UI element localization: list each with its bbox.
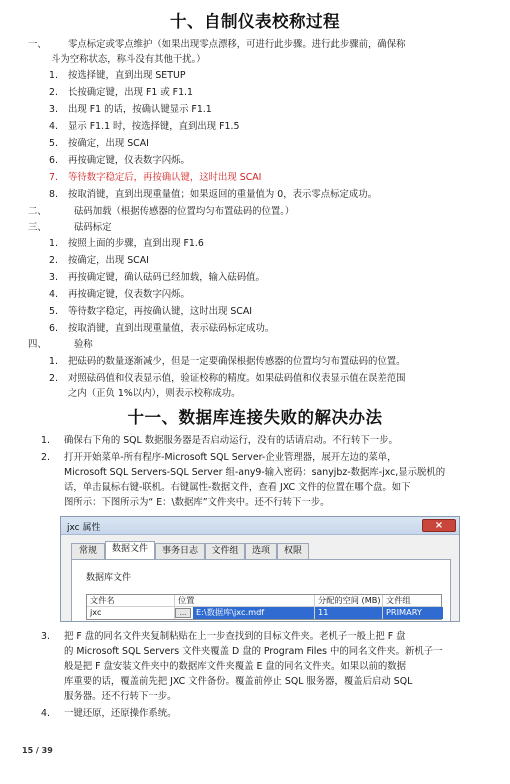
step-number: 3. xyxy=(49,272,58,283)
step-text: 按确定，出现 SCAI xyxy=(68,138,149,149)
tab-transaction-log[interactable]: 事务日志 xyxy=(155,543,205,559)
item-text-line: 般是把 F 盘安装文件夹中的数据库文件夹覆盖 E 盘的同名文件夹。如果以前的数据 xyxy=(64,661,406,672)
step-text: 把砝码的数量逐渐减少，但是一定要确保根据传感器的位置均匀布置砝码的位置。 xyxy=(68,356,406,367)
step-number: 1. xyxy=(49,356,58,367)
step-number: 4. xyxy=(49,121,58,132)
step-text-part: 等待数字稳定后， xyxy=(68,172,144,183)
allocated-space-cell[interactable]: 11 xyxy=(315,607,383,619)
tab-general[interactable]: 常规 xyxy=(71,543,105,559)
section-10-part1-line2: 斗为空称状态，称斗没有其他干扰。） xyxy=(51,54,206,65)
database-files-label: 数据库文件 xyxy=(86,573,132,583)
tab-filegroups[interactable]: 文件组 xyxy=(205,543,245,559)
step-text-line2: 之内（正负 1%以内），则表示校称成功。 xyxy=(68,388,241,399)
tab-permissions[interactable]: 权限 xyxy=(277,543,309,559)
item-number: 2. xyxy=(41,452,50,463)
step-text xyxy=(68,171,261,184)
section-10-part4-label: 四、 xyxy=(28,339,47,350)
step-text: 按照上面的步骤，直到出现 F1.6 xyxy=(68,238,204,249)
section-11-title: 十一、数据库连接失败的解决办法 xyxy=(127,408,383,427)
item-number: 3. xyxy=(41,631,50,642)
data-files-panel xyxy=(71,559,451,622)
filegroup-cell[interactable]: PRIMARY xyxy=(383,607,443,619)
section-10-part4-text: 验称 xyxy=(74,339,93,350)
section-10-part3-label: 三、 xyxy=(28,222,47,233)
dialog-title: jxc 属性 xyxy=(67,523,101,533)
step-text: 出现 F1 的话，按确认键显示 F1.1 xyxy=(68,104,212,115)
step-number: 8. xyxy=(49,189,58,200)
section-10-part2-text: 砝码加载（根据传感器的位置均匀布置砝码的位置。） xyxy=(74,206,295,217)
step-number: 4. xyxy=(49,289,58,300)
section-10-part1-label: 一、 xyxy=(28,39,47,50)
step-number: 6. xyxy=(49,323,58,334)
step-number: 1. xyxy=(49,238,58,249)
tab-options[interactable]: 选项 xyxy=(245,543,277,559)
step-number: 1. xyxy=(49,70,58,81)
item-text: 确保右下角的 SQL 数据服务器是否启动运行，没有的话请启动。不行转下一步。 xyxy=(64,435,398,446)
item-text-line: Microsoft SQL Servers-SQL Server 组-any9-输入密码：sanyjbz-数据库-jxc,显示脱机的 xyxy=(64,467,446,478)
location-cell[interactable]: E:\数据库\jxc.mdf xyxy=(193,607,315,619)
browse-button[interactable]: ... xyxy=(175,608,191,618)
step-number: 2. xyxy=(49,255,58,266)
step-text: 显示 F1.1 时，按选择键，直到出现 F1.5 xyxy=(68,121,240,132)
step-text: 按确定，出现 SCAI xyxy=(68,255,149,266)
close-icon[interactable]: × xyxy=(422,519,456,532)
grid-header xyxy=(87,595,441,607)
dialog-title-bar xyxy=(61,517,459,535)
step-number: 2. xyxy=(49,373,58,384)
step-text-highlight: 再按确认键，这时出现 SCAI xyxy=(143,172,262,183)
column-header[interactable]: 文件名 xyxy=(87,595,175,607)
page-number: 15 / 39 xyxy=(22,746,53,755)
step-number: 5. xyxy=(49,138,58,149)
item-text-line: 话，单击鼠标右键-联机。右键属性-数据文件，查看 JXC 文件的位置在哪个盘。如下 xyxy=(64,482,411,493)
item-text-line: 服务器。还不行转下一步。 xyxy=(64,691,177,702)
section-10-part1-line1: 零点标定或零点维护（如果出现零点漂移，可进行此步骤。进行此步骤前，确保称 xyxy=(68,39,406,50)
item-text-line: 库重要的话，覆盖前先把 JXC 文件备份。覆盖前停止 SQL 服务器，覆盖后启动 SQL xyxy=(64,676,413,687)
item-number: 1. xyxy=(41,435,50,446)
file-name-cell[interactable]: jxc xyxy=(87,607,175,619)
step-text: 再按确定键，仪表数字闪烁。 xyxy=(68,155,190,166)
step-number: 2. xyxy=(49,87,58,98)
column-header[interactable]: 分配的空间 (MB) xyxy=(315,595,383,607)
step-number: 5. xyxy=(49,306,58,317)
section-10-title: 十、自制仪表校称过程 xyxy=(170,12,340,31)
step-text: 按取消键，直到出现重量值；如果返回的重量值为 0，表示零点标定成功。 xyxy=(68,189,377,200)
item-text-line: 打开开始菜单-所有程序-Microsoft SQL Server-企业管理器，展开左边的菜单， xyxy=(64,452,397,463)
item-number: 4. xyxy=(41,708,50,719)
section-10-part3-text: 砝码标定 xyxy=(74,222,112,233)
step-text-line1: 对照砝码值和仪表显示值，验证校称的精度。如果砝码值和仪表显示值在误差范围 xyxy=(68,373,406,384)
item-text: 一键还原，还原操作系统。 xyxy=(64,708,177,719)
column-header[interactable]: 位置 xyxy=(175,595,315,607)
item-text-line: 把 F 盘的同名文件夹复制粘贴在上一步查找到的目标文件夹。老机子一般上把 F 盘 xyxy=(64,631,406,642)
step-number: 3. xyxy=(49,104,58,115)
step-text: 按取消键，直到出现重量值，表示砝码标定成功。 xyxy=(68,323,275,334)
step-text: 再按确定键，确认砝码已经加载，输入砝码值。 xyxy=(68,272,265,283)
tab-data-files[interactable]: 数据文件 xyxy=(105,541,155,559)
jxc-properties-dialog xyxy=(60,516,460,622)
step-text: 按选择键，直到出现 SETUP xyxy=(68,70,186,81)
step-number: 6. xyxy=(49,155,58,166)
section-10-part2-label: 二、 xyxy=(28,206,47,217)
column-header[interactable]: 文件组 xyxy=(386,595,411,605)
step-number: 7. xyxy=(49,172,58,183)
item-text-line: 图所示：下图所示为“ E：\数据库”文件夹中。还不行转下一步。 xyxy=(64,497,330,508)
step-text: 再按确定键，仪表数字闪烁。 xyxy=(68,289,190,300)
step-text: 长按确定键，出现 F1 或 F1.1 xyxy=(68,87,193,98)
item-text-line: 的 Microsoft SQL Servers 文件夹覆盖 D 盘的 Program Files 中的同名文件夹。新机子一 xyxy=(64,646,443,657)
step-text: 等待数字稳定，再按确认键，这时出现 SCAI xyxy=(68,306,253,317)
database-files-grid xyxy=(86,594,442,620)
table-row[interactable] xyxy=(87,607,441,619)
